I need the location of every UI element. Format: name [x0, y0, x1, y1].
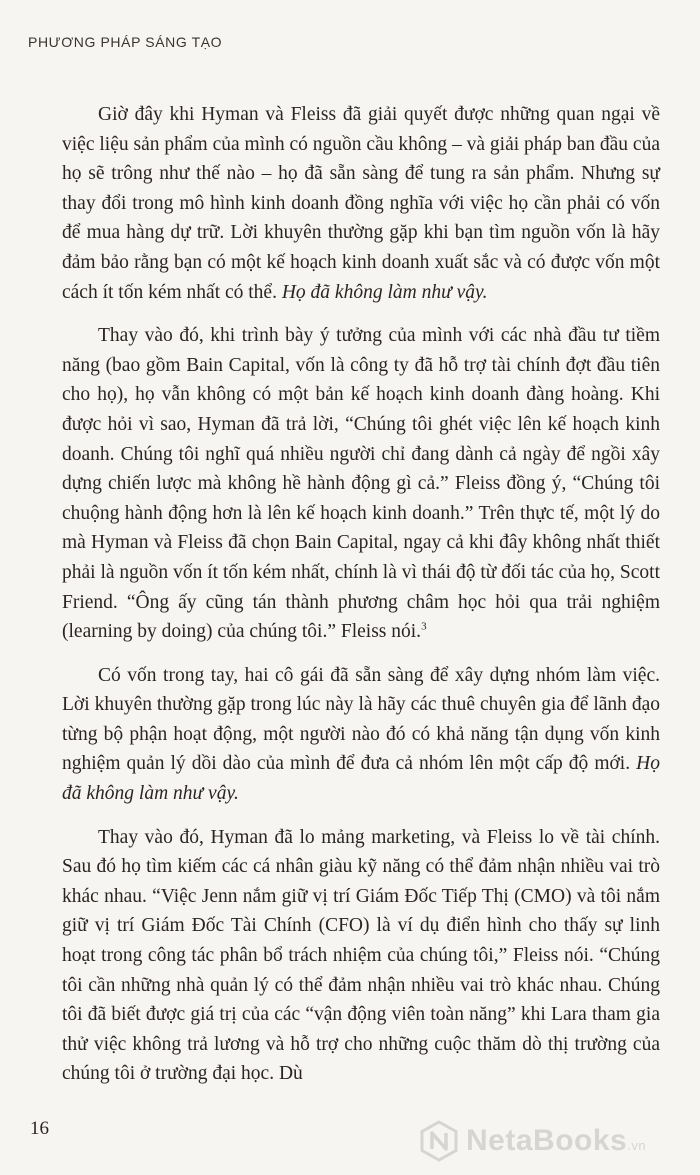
- paragraph-2: [62, 321, 660, 647]
- watermark-brand: [466, 1124, 646, 1158]
- paragraph-2-text: Thay vào đó, khi trình bày ý tưởng của mình với các nhà đầu tư tiềm năng (bao gồm Bain Capital, vốn là công ty đã hỗ trợ tài chính đợt đầu tiên cho họ), họ vẫn không có một bản kế hoạch kinh doanh đàng hoàng. Khi được hỏi vì sao, Hyman đã trả lời, “Chúng tôi ghét việc lên kế hoạch kinh doanh. Chúng tôi nghĩ quá nhiều người chỉ đang dành cả ngày để ngồi xây dựng chiến lược mà không hề hành động gì cả.” Fleiss đồng ý, “Chúng tôi chuộng hành động hơn là lên kế hoạch kinh doanh.” Trên thực tế, một lý do mà Hyman và Fleiss đã chọn Bain Capital, ngay cả khi đây không nhất thiết phải là nguồn vốn ít tốn kém nhất, chính là vì thái độ từ đối tác của họ, Scott Friend. “Ông ấy cũng tán thành phương châm học hỏi qua trải nghiệm (learning by doing) của chúng tôi.” Fleiss nói.: [62, 325, 660, 643]
- body-text: [62, 100, 660, 1103]
- paragraph-4: [62, 823, 660, 1089]
- running-header: PHƯƠNG PHÁP SÁNG TẠO: [28, 34, 223, 50]
- paragraph-3-text: Có vốn trong tay, hai cô gái đã sẵn sàng để xây dựng nhóm làm việc. Lời khuyên thường gặp trong lúc này là hãy các thuê chuyên gia để lãnh đạo từng bộ phận hoạt động, một người nào đó có khả năng tận dụng vốn kinh nghiệm quản lý dồi dào của mình để đưa cả nhóm lên một cấp độ mới.: [62, 664, 660, 775]
- paragraph-3-italic: Họ đã không làm như vậy.: [62, 753, 660, 805]
- paragraph-4-text: Thay vào đó, Hyman đã lo mảng marketing, và Fleiss lo về tài chính. Sau đó họ tìm kiếm các cá nhân giàu kỹ năng có thể đảm nhận nhiều vai trò khác nhau. “Việc Jenn nắm giữ vị trí Giám Đốc Tiếp Thị (CMO) và tôi nắm giữ vị trí Giám Đốc Tài Chính (CFO) là ví dụ điển hình cho thấy sự linh hoạt trong công tác phân bổ trách nhiệm của chúng tôi,” Fleiss nói. “Chúng tôi cần những nhà quản lý có thể đảm nhận nhiều vai trò khác nhau. Chúng tôi đã biết được giá trị của các “vận động viên toàn năng” khi Lara tham gia thử việc không trả lương và hỗ trợ cho những cuộc thăm dò thị trường của chúng tôi ở trường đại học. Dù: [62, 826, 660, 1085]
- watermark-brand-text: NetaBooks: [466, 1124, 628, 1157]
- paragraph-1: [62, 100, 660, 307]
- paragraph-3: [62, 661, 660, 809]
- watermark: [418, 1120, 646, 1162]
- paragraph-1-italic: Họ đã không làm như vậy.: [281, 281, 488, 303]
- paragraph-1-text: Giờ đây khi Hyman và Fleiss đã giải quyết được những quan ngại về việc liệu sản phẩm của mình có nguồn cầu không – và giải pháp ban đầu của họ sẽ trông như thế nào – họ đã sẵn sàng để tung ra sản phẩm. Nhưng sự thay đổi trong mô hình kinh doanh đồng nghĩa với việc họ cần phải có vốn để mua hàng dự trữ. Lời khuyên thường gặp khi bạn tìm nguồn vốn là hãy đảm bảo rằng bạn có một kế hoạch kinh doanh xuất sắc và có được vốn một cách ít tốn kém nhất có thể.: [62, 104, 660, 303]
- page-number: 16: [30, 1118, 49, 1139]
- watermark-suffix: .vn: [627, 1138, 647, 1153]
- netabooks-logo-icon: [418, 1120, 460, 1162]
- footnote-marker[interactable]: 3: [421, 620, 427, 633]
